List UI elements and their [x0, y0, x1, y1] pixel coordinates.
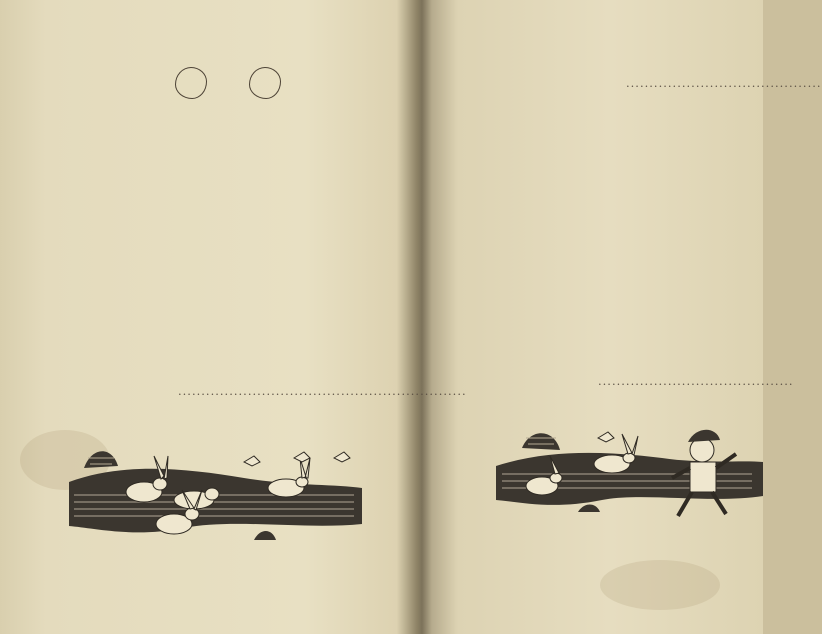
- toc-entry-certificate: [74, 386, 467, 403]
- toc-entry-badge-method: [486, 78, 822, 95]
- leader-dots: ······························································: [178, 387, 467, 401]
- rabbits-illustration: [64, 440, 364, 550]
- right-page: [426, 0, 822, 634]
- title-char: [250, 68, 280, 98]
- toc-entry-parents: [486, 376, 794, 393]
- leader-dots: ··········································: [626, 79, 822, 93]
- toc-title: [170, 66, 290, 102]
- leader-dots: ··········································: [598, 377, 794, 391]
- title-char: [176, 68, 206, 98]
- rabbits-and-scout-illustration: [492, 418, 763, 528]
